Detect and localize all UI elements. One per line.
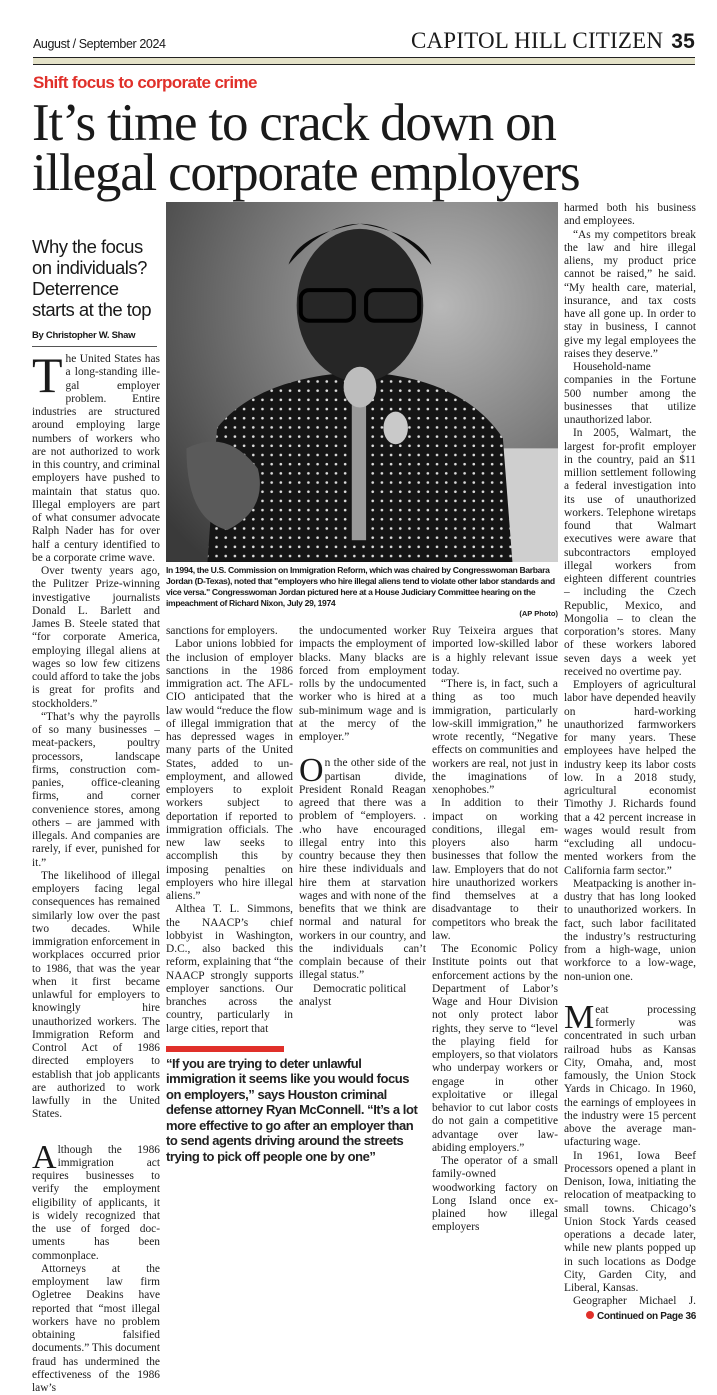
paragraph: the undocumented worker impacts the employment of blacks. Many blacks are forced from employment rolls by the undocumented worker who is hired at a sub-minimum wage and is at the mercy of the employer.” [299,625,426,743]
paragraph: Employers of agricultural labor have depended heavily on hard-working unauthorized farmworkers for many years. These employees have helped the industry keep its labor costs low. In a 2018 study, agricultural economist Timothy J. Richards found that a 42 percent increase in wages would result from “excluding all undocumented workers from the California farm sector.” [564,679,696,877]
photo-caption: In 1994, the U.S. Commission on Immigration Reform, which was chaired by Congresswoman Barbara Jordan (D-Texas), noted that "employers who hire illegal aliens tend to violate other labor standards and vice versa." Congresswoman Jordan pictured here at a House Judiciary Committee hearing on the impeachment of Richard Nixon, July 29, 1974 [166,565,555,608]
paragraph: Geographer Michael J. [573,1295,696,1308]
paragraph: Household-name companies in the Fortune 500 number among the businesses that utilize unauthorized labor. [564,361,696,426]
paragraph: The likelihood of illegal employers facing legal consequences has remained similarly low over the past two decades. While immigration enforcement in workplaces occurred prior to 1986, that was the year when it first became unlawful for employers to knowingly hire unauthorized workers. The Immigration Reform and Control Act of 1986 directed employers to establish that job applicants are authorized to work lawfully in the United States. [32,869,160,1121]
paragraph: Over twenty years ago, the Pulitzer Prize-winning investigative journalists Donald L. Barlett and James B. Steele stated that “for corporate America, employing illegal aliens at wages so low few citizens could afford to take the jobs is great for profits and stockholders.” [32,565,160,710]
drop-cap: A [32,1138,57,1176]
article-photo [166,202,558,562]
article-column-1 [32,347,161,1395]
paragraph: Ruy Teixeira argues that imported low-skilled labor is a highly relevant issue today. [432,625,558,677]
issue-date: August / September 2024 [33,37,166,51]
headline-line-1: It’s time to crack down on [32,94,556,152]
continued-label: Continued on Page 36 [596,1310,696,1322]
columns-2-3 [166,625,426,1164]
paragraph: he United States has a long-standing illegal employer problem. Entire industries are structured around employing large numbers of workers who are not authorized to work in this country, and criminal employers have pushed to maintain that status quo. Illegal employers are part of what consumer advocate Ralph Nader has for over half a century identified to be a corporate crime wave. [32,353,161,564]
header-rule [33,57,695,65]
paragraph: “That’s why the payrolls of so many businesses – meat-packers, poultry processors, landscape firms, construction companies, office-cleaning firms, and corner convenience stores, among others – are jammed with illegals. And companies are rarely, if ever, punished for it.” [32,710,160,869]
pull-quote: “If you are trying to deter unlawful immigration it seems like you would focus on employers,” says Houston criminal defense attorney Ryan McConnell. “It’s a lot more effective to go after an employer than to send agents driving around the streets trying to pick off people one by one” [166,1055,418,1164]
paragraph: Meatpacking is another industry that has long looked to unauthorized workers. In fact, such labor facilitated the industry’s restructuring from a high-wage, union workforce to a low-wage, non-union one. [564,877,696,983]
paragraph: The operator of a small family-owned woodworking factory on Long Island once explained how illegal employers [432,1155,558,1234]
right-column [564,202,696,1322]
paragraph: In addition to their impact on working conditions, illegal employers also harm businesses that follow the law. Employers that do not hire unauthorized workers find themselves at a disadvantage to their competitors who break the law. [432,797,558,942]
paragraph: Democratic political analyst [299,982,407,1008]
drop-cap: T [32,347,63,403]
continued-link[interactable] [564,1311,696,1322]
masthead [411,28,695,54]
paragraph: In 1961, Iowa Beef Processors opened a plant in Denison, Iowa, initiating the relocation of meatpacking to small towns. Chicago’s Union Stock Yards ceased operations a decade later, while new plants popped up in such locations as Dodge City, Garden City, and Liberal, Kansas. [564,1149,696,1294]
byline: By Christopher W. Shaw [32,330,136,341]
article-column-2 [166,625,293,1036]
middle-column [166,202,558,1235]
publication-name: CAPITOL HILL CITIZEN [410,28,664,53]
paragraph: “There is, in fact, such a thing as too much immigration, particularly low-skill immigration,” he wrote recently, “Negative effects on communities and workers are real, not just in the imaginations of xenophobes.” [432,678,558,796]
headline [32,94,712,202]
paragraph: “As my competitors break the law and hire illegal aliens, my product price cannot be raised,” he said. “My health care, material, insurance, and tax costs have all gone up. In order to stay in business, I cannot give my legal employees the raises they deserve.” [564,228,696,360]
paragraph: lthough the 1986 immigration act requires businesses to verify the employment eligibility of applicants, it is widely recognized that the use of forged documents has been commonplace. [32,1143,160,1262]
paragraph: Labor unions lobbied for the inclusion of employer sanctions in the 1986 immigration act. The AFL-CIO anticipated that the law would “reduce the flow of illegal immigration that has depressed wages in many parts of the United States, added to unemployment, and allowed employers to exploit workers subject to deportation if reported to immigration officials. The new law seeks to accomplish this by imposing penalties on employers who hire illegal aliens.” [166,638,293,902]
paragraph: n the other side of the partisan divide, President Ronald Reagan agreed that there was a problem of “employers. . .who have encouraged illegal entry into this country because they then hire these individuals and hire them at starvation wages and with none of the benefits that we think are normal and natural for workers in our country, and the individuals can’t complain because of their illegal status.” [299,757,426,982]
paragraph: harmed both his business and employees. [564,202,696,228]
paragraph: sanctions for employers. [166,625,278,637]
bullet-icon [586,1311,594,1319]
page-number: 35 [671,30,695,53]
photo-credit: (AP Photo) [519,609,558,618]
paragraph: Althea T. L. Simmons, the NAACP’s chief lobbyist in Washington, D.C., also backed this reform, explaining that “the NAACP strongly supports employer sanctions. Our branches across the country, particularly in large cities, report that [166,903,293,1035]
lower-columns [166,625,558,1235]
article-column-4 [432,625,558,1235]
drop-cap: M [564,998,595,1036]
pull-quote-bar [166,1046,284,1052]
article-column-5 [564,202,696,1309]
paragraph: In 2005, Walmart, the largest for-profit employer in the country, paid an $11 million settlement following a federal investigation into its use of unauthorized workers. Telephone wiretaps found that Walmart executives were aware that subcontractors employed illegal workers from eighteen different countries – including the Czech Republic, Mexico, and Mongolia – to clean the corporation’s stores. Many of these workers labored seven days a week yet received no overtime pay. [564,427,696,678]
article-body [32,202,698,1395]
paragraph: eat processing formerly was concentrated in such urban railroad hubs as Kansas City, Omaha, and, most famously, the Union Stock Yards in Chicago. In 1960, the earnings of employees in the industry were 15 percent above the average manufacturing wage. [564,1003,696,1149]
drop-cap: O [299,752,324,790]
paragraph: Attorneys at the employment law firm Ogletree Deakins have reported that “most illegal workers have no problem obtaining falsified documents.” This document fraud has undermined the effectiveness of the 1986 law’s [32,1262,160,1394]
paragraph: The Economic Policy Institute points out that enforcement actions by the Department of Labor’s Wage and Hour Division not only protect labor rights, they serve to “level the playing field for employers, so that violators who underpay workers or engage in other exploitative or illegal behavior to cut labor costs do not gain a competitive advantage over law-abiding employers.” [432,943,558,1154]
left-column [32,202,160,1395]
article-column-3 [299,625,426,1036]
deck: Why the focus on individuals? Deterrence starts at the top [32,236,152,320]
headline-line-2: illegal corporate employers [32,144,580,202]
photo-barbara-jordan [166,202,558,562]
kicker: Shift focus to corporate crime [33,73,257,92]
